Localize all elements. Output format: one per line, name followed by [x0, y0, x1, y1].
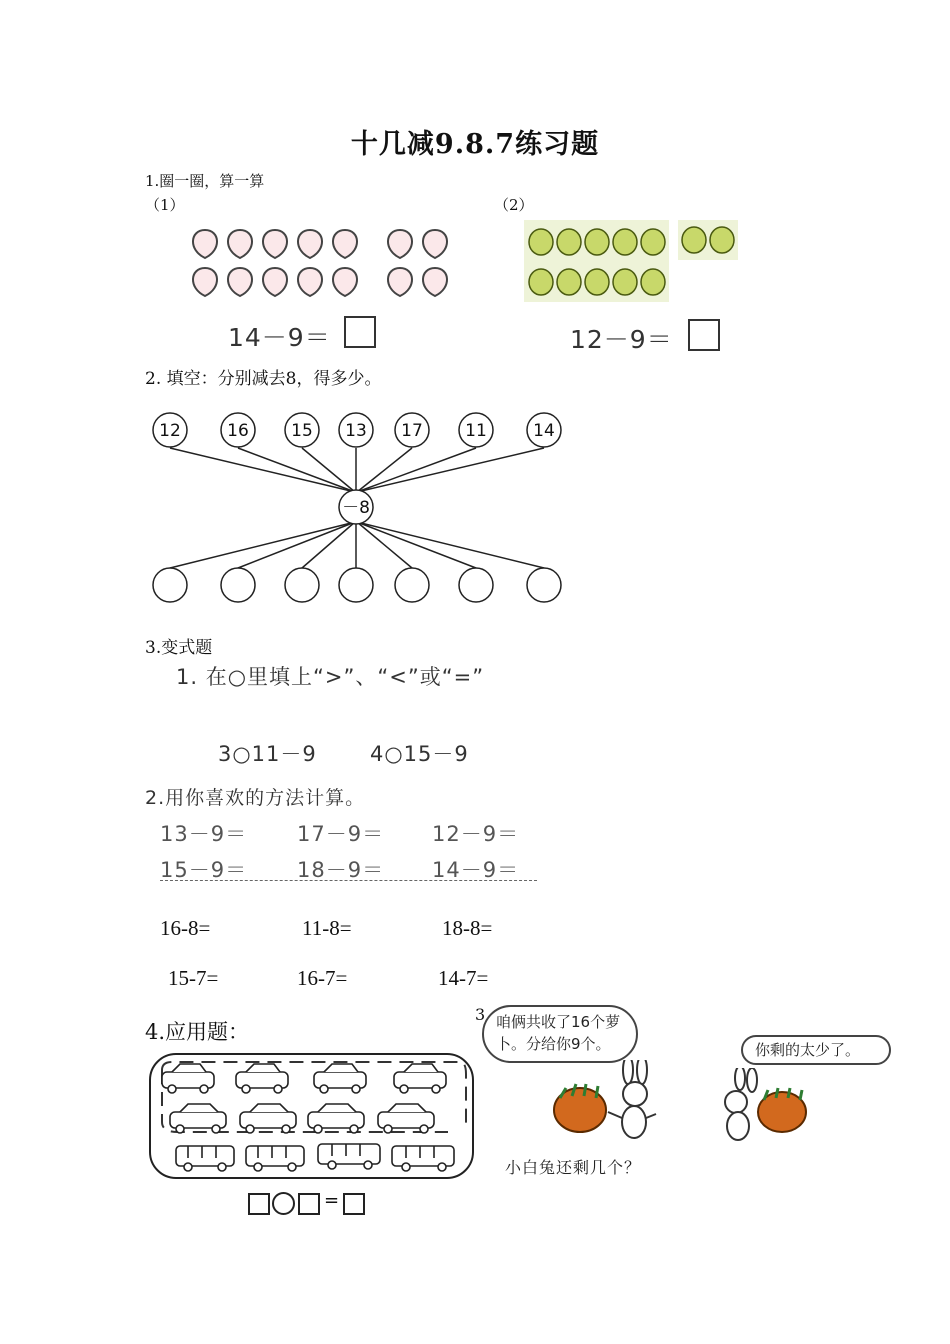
answer-box[interactable]	[688, 319, 720, 351]
rabbit-with-carrots-2	[712, 1068, 822, 1143]
answer-circle[interactable]	[459, 568, 493, 602]
print-eq: 18-8=	[442, 916, 493, 940]
top-number: 17	[401, 421, 423, 441]
top-number: 16	[227, 421, 249, 441]
pear-icon	[613, 269, 637, 295]
print-eq: 16-8=	[160, 916, 211, 940]
q3-sub1: 1. 在○里填上“>”、“<”或“=”	[176, 665, 485, 689]
formula-box[interactable]	[248, 1193, 270, 1215]
q1-eq2: 12－9＝	[570, 325, 673, 354]
pear-icon	[641, 229, 665, 255]
hand-eq: 14－9＝	[432, 858, 520, 882]
dashed-divider	[160, 880, 537, 881]
pear-icon	[585, 269, 609, 295]
peach-icon	[263, 268, 287, 296]
peach-group	[193, 230, 447, 296]
q1-eq1: 14－9＝	[228, 323, 331, 352]
sub-problem-number: 3	[475, 1005, 486, 1024]
top-number: 14	[533, 421, 555, 441]
q1-part1-label: （1）	[145, 196, 185, 214]
peach-icon	[298, 268, 322, 296]
answer-box[interactable]	[344, 316, 376, 348]
center-operator: －8	[342, 498, 370, 518]
q1-heading: 1.圈一圈，算一算	[145, 172, 265, 190]
top-number: 11	[465, 421, 487, 441]
peach-icon	[388, 230, 412, 258]
answer-circle[interactable]	[221, 568, 255, 602]
pear-icon	[641, 269, 665, 295]
carrot-basket-icon	[554, 1084, 606, 1132]
answer-circle[interactable]	[339, 568, 373, 602]
pear-icon	[710, 227, 734, 253]
pear-icon	[529, 229, 553, 255]
peach-icon	[423, 268, 447, 296]
answer-circle[interactable]	[395, 568, 429, 602]
carrot-basket-icon	[758, 1088, 806, 1132]
pear-icon	[613, 229, 637, 255]
q4-question: 小白兔还剩几个？	[505, 1158, 642, 1177]
hand-eq: 18－9＝	[297, 858, 385, 882]
compare-item[interactable]: 3○11－9	[218, 742, 317, 766]
peach-icon	[228, 268, 252, 296]
hand-eq: 13－9＝	[160, 822, 248, 846]
print-eq: 16-7=	[297, 966, 348, 990]
hand-eq: 17－9＝	[297, 822, 385, 846]
q3-sub2: 2.用你喜欢的方法计算。	[145, 787, 366, 809]
formula-equals: =	[324, 1190, 340, 1211]
hand-eq: 12－9＝	[432, 822, 520, 846]
formula-box[interactable]	[343, 1193, 365, 1215]
peach-icon	[388, 268, 412, 296]
rabbit-with-carrots-1	[550, 1060, 670, 1150]
print-eq: 15-7=	[168, 966, 219, 990]
q3-heading: 3.变式题	[145, 638, 213, 658]
top-number: 13	[345, 421, 367, 441]
pear-icon	[557, 269, 581, 295]
q4-heading: 4.应用题：	[145, 1020, 250, 1044]
compare-item[interactable]: 4○15－9	[370, 742, 469, 766]
peach-icon	[298, 230, 322, 258]
pears-illustration	[524, 220, 739, 305]
rabbit-icon	[608, 1060, 656, 1138]
peach-icon	[263, 230, 287, 258]
speech-bubble-2: 你剩的太少了。	[741, 1035, 891, 1065]
peach-icon	[333, 268, 357, 296]
answer-circle[interactable]	[153, 568, 187, 602]
answer-circle[interactable]	[527, 568, 561, 602]
formula-box[interactable]	[298, 1193, 320, 1215]
page-title: 十几减9.8.7练习题	[350, 129, 600, 160]
pear-icon	[529, 269, 553, 295]
peach-icon	[423, 230, 447, 258]
print-eq: 11-8=	[302, 916, 352, 940]
rabbit-icon	[725, 1068, 757, 1140]
peach-icon	[333, 230, 357, 258]
top-number: 15	[291, 421, 313, 441]
hand-eq: 15－9＝	[160, 858, 248, 882]
q2-heading: 2. 填空：分别减去8，得多少。	[145, 369, 382, 389]
cars-illustration	[148, 1052, 476, 1182]
peach-icon	[193, 230, 217, 258]
speech-bubble-1: 咱俩共收了16个萝卜。分给你9个。	[482, 1005, 638, 1063]
peach-icon	[228, 230, 252, 258]
pear-icon	[557, 229, 581, 255]
formula-operator-circle[interactable]	[272, 1192, 295, 1215]
q1-part2-label: （2）	[494, 196, 534, 214]
top-number: 12	[159, 421, 181, 441]
answer-circle[interactable]	[285, 568, 319, 602]
peach-icon	[193, 268, 217, 296]
subtract-8-diagram	[140, 400, 580, 615]
print-eq: 14-7=	[438, 966, 489, 990]
pear-icon	[585, 229, 609, 255]
pear-icon	[682, 227, 706, 253]
